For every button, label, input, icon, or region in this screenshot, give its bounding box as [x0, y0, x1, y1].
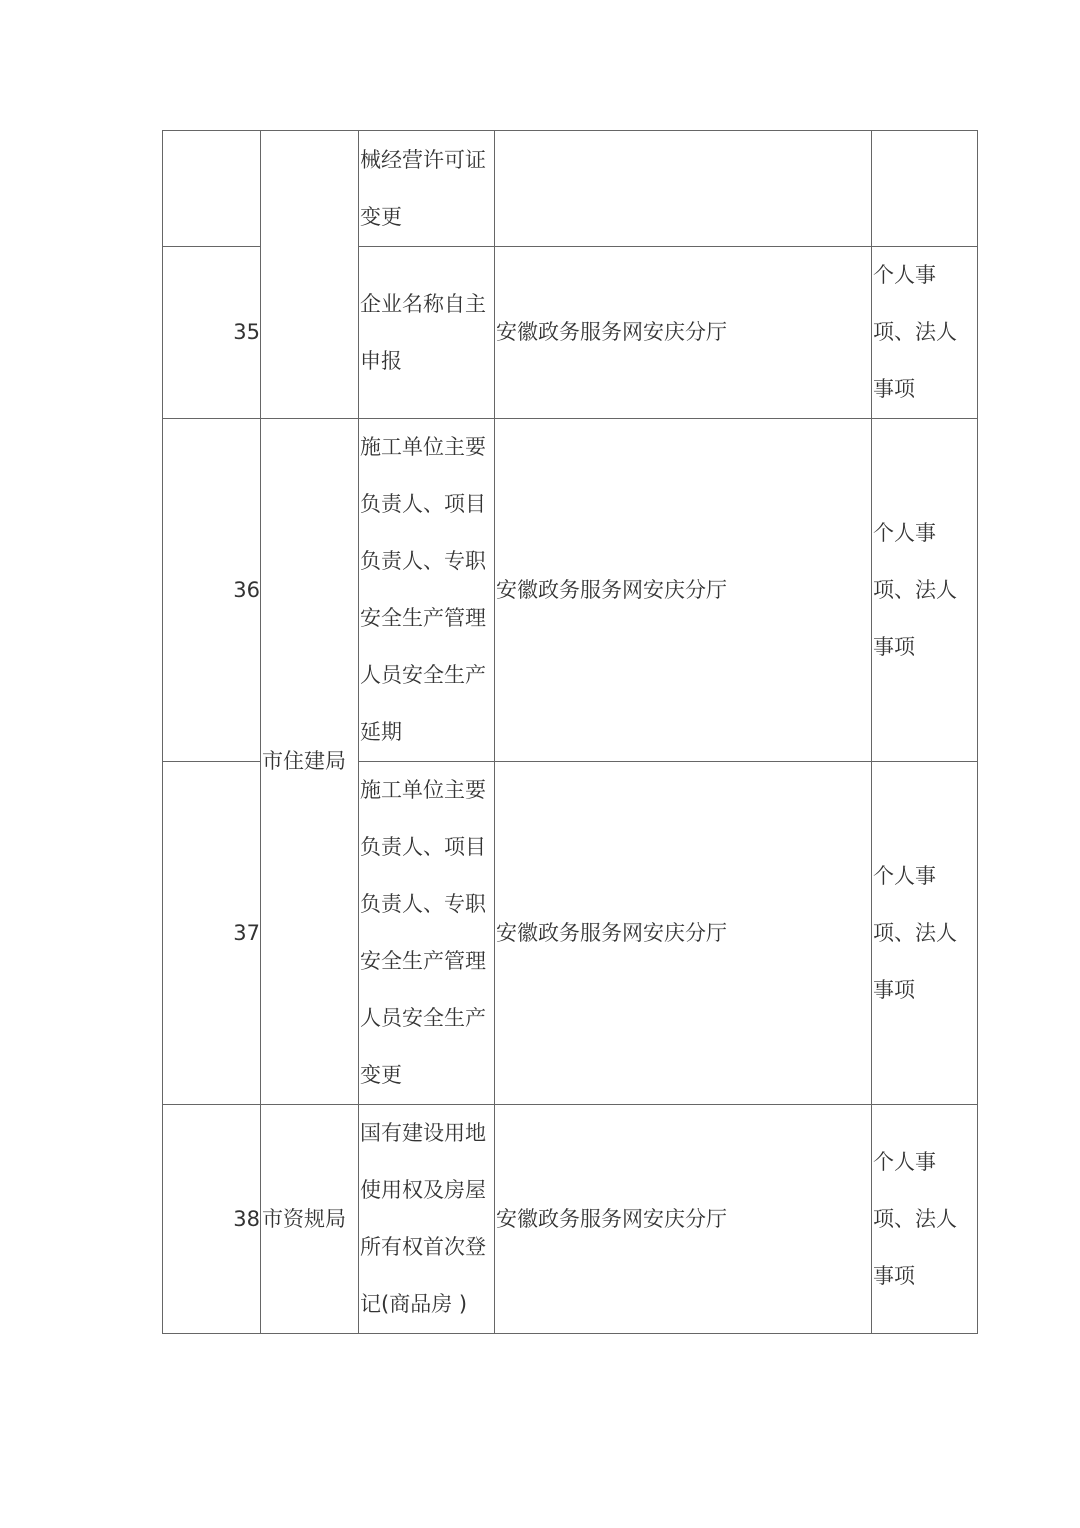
channel-cell — [495, 762, 872, 1105]
type-cell — [872, 1105, 978, 1334]
type-cell — [872, 131, 978, 247]
item-name: 施工单位主要负责人、项目负责人、专职安全生产管理人员安全生产延期 — [360, 435, 486, 744]
channel-cell — [495, 247, 872, 419]
item-name-cell — [359, 131, 495, 247]
channel-name: 安徽政务服务网安庆分厅 — [496, 1206, 727, 1231]
department-name: 市住建局 — [262, 749, 346, 773]
row-number: 35 — [233, 320, 260, 344]
row-number: 36 — [233, 577, 260, 602]
channel-name: 安徽政务服务网安庆分厅 — [496, 920, 727, 945]
channel-cell — [495, 131, 872, 247]
table-row — [163, 419, 978, 762]
item-name-cell — [359, 762, 495, 1105]
channel-cell — [495, 1105, 872, 1334]
table-row — [163, 1105, 978, 1334]
item-name: 施工单位主要负责人、项目负责人、专职安全生产管理人员安全生产变更 — [360, 778, 486, 1087]
item-name: 企业名称自主申报 — [360, 291, 486, 373]
row-number: 37 — [233, 920, 260, 945]
channel-cell — [495, 419, 872, 762]
table-row — [163, 131, 978, 247]
row-number-cell — [163, 762, 261, 1105]
item-name-cell — [359, 1105, 495, 1334]
department-name: 市资规局 — [262, 1206, 346, 1231]
department-cell — [261, 419, 359, 1105]
item-name: 械经营许可证变更 — [360, 147, 486, 229]
row-number-cell — [163, 419, 261, 762]
item-name-cell — [359, 419, 495, 762]
type-cell — [872, 762, 978, 1105]
row-number: 38 — [233, 1206, 260, 1231]
type-cell — [872, 419, 978, 762]
type-cell — [872, 247, 978, 419]
department-cell — [261, 1105, 359, 1334]
item-name: 国有建设用地使用权及房屋所有权首次登记(商品房 ) — [360, 1121, 486, 1316]
item-type: 个人事项、法人事项 — [873, 863, 957, 1002]
item-name-cell — [359, 247, 495, 419]
service-items-table — [162, 130, 978, 1334]
row-number-cell — [163, 131, 261, 247]
channel-name: 安徽政务服务网安庆分厅 — [496, 320, 727, 344]
row-number-cell — [163, 1105, 261, 1334]
item-type: 个人事项、法人事项 — [873, 263, 957, 401]
item-type: 个人事项、法人事项 — [873, 1149, 957, 1288]
item-type: 个人事项、法人事项 — [873, 520, 957, 659]
row-number-cell — [163, 247, 261, 419]
channel-name: 安徽政务服务网安庆分厅 — [496, 577, 727, 602]
department-cell — [261, 131, 359, 419]
